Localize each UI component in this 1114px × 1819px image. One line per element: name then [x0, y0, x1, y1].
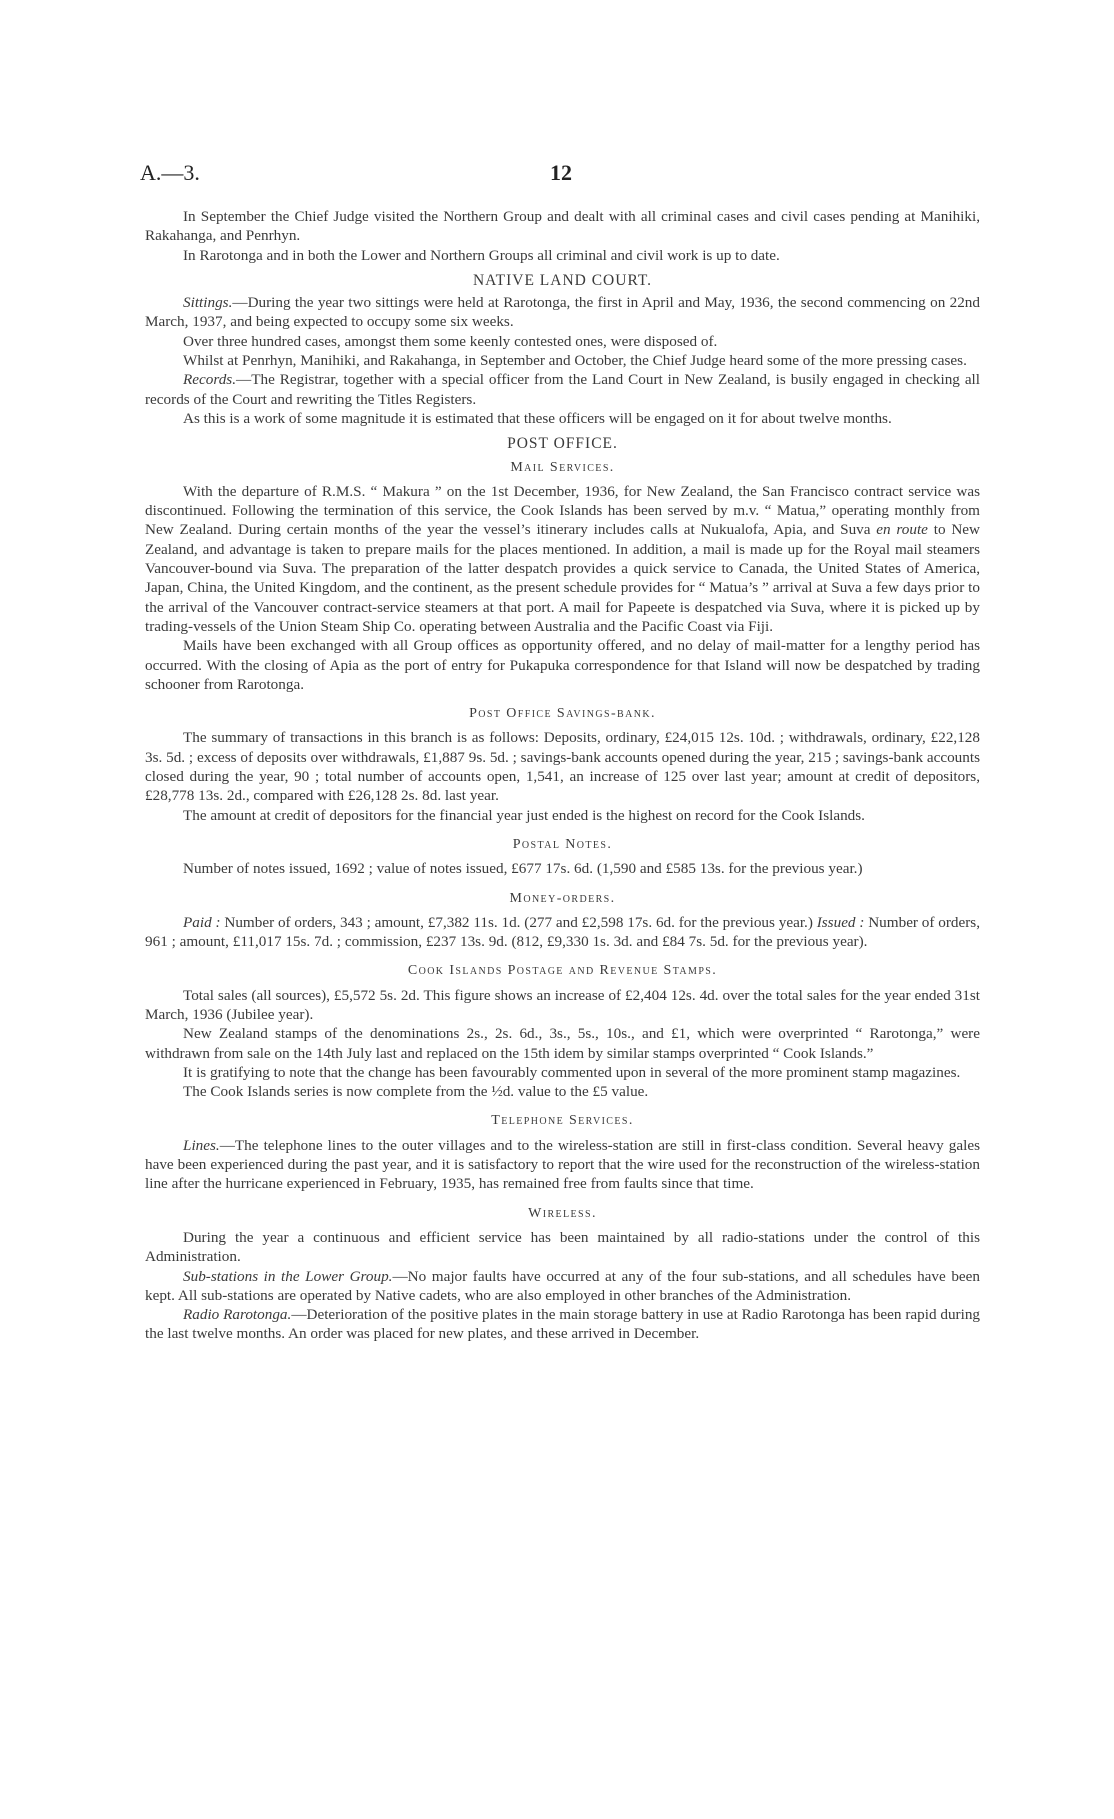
paragraph: Whilst at Penrhyn, Manihiki, and Rakahanga, in September and October, the Chief Judge heard some of the more pressing cases.: [183, 352, 967, 370]
paragraph: Over three hundred cases, amongst them some keenly contested ones, were disposed of.: [183, 332, 718, 350]
paragraph: During the year a continuous and efficient service has been maintained by all radio-stations under the control of this Administration.: [145, 1228, 980, 1266]
subsection-heading-money-orders: Money-orders.: [509, 890, 616, 906]
page-body: [145, 207, 980, 1344]
records-label: Records.: [183, 371, 237, 389]
paragraph-sittings: [145, 293, 980, 332]
mail-italic: en route: [876, 521, 928, 539]
sittings-text: —During the year two sittings were held at Rarotonga, the first in April and May, 1936, the second commencing on 22nd March, 1937, and being expected to occupy some six weeks.: [145, 294, 980, 331]
sittings-label: Sittings.: [183, 294, 233, 312]
paragraph: Total sales (all sources), £5,572 5s. 2d. This figure shows an increase of £2,404 12s. 4d. over the total sales for the year ended 31st March, 1936 (Jubilee year).: [145, 986, 980, 1023]
mail-text-b: to New Zealand, and advantage is taken to prepare mails for the places mentioned. In addition, a mail is made up for the Royal mail steamers Vancouver-bound via Suva. The preparation of the latter despatch provides a quick service to Canada, the United States of America, Japan, China, the United Kingdom, and the continent, as the present schedule provides for “ Matua’s ” arrival at Suva a few days prior to the arrival of the Vancouver contract-service steamers at that port. A mail for Papeete is despatched via Suva, where it is picked up by trading-vessels of the Union Steam Ship Co. operating between Australia and the Pacific Coast via Fiji.: [145, 521, 980, 635]
subsection-heading-savings-bank: Post Office Savings-bank.: [469, 706, 656, 722]
radio-rarotonga-text: —Deterioration of the positive plates in the main storage battery in use at Radio Rarotonga has been rapid during the last twelve months. An order was placed for new plates, and these arrived in December.: [145, 1306, 981, 1343]
subsection-heading-postal-notes: Postal Notes.: [512, 836, 613, 852]
lines-label: Lines.: [183, 1136, 220, 1154]
radio-rarotonga-label: Radio Rarotonga.: [183, 1306, 292, 1324]
page-header: [140, 160, 980, 194]
subsection-heading-telephone: Telephone Services.: [491, 1113, 634, 1129]
paragraph-records: [145, 370, 980, 409]
lines-text: —The telephone lines to the outer villages and to the wireless-station are still in first-class condition. Several heavy gales have been experienced during the past year, and it is satisfactory to report that the wire used for the reconstruction of the wireless-station line after the hurricane experienced in February, 1935, has remained free from faults since that time.: [145, 1136, 980, 1193]
issued-label: Issued :: [816, 913, 865, 931]
records-text: —The Registrar, together with a special officer from the Land Court in New Zealand, is busily engaged in checking all records of the Court and rewriting the Titles Registers.: [145, 371, 980, 408]
paragraph: The amount at credit of depositors for the financial year just ended is the highest on record for the Cook Islands.: [183, 806, 865, 824]
paragraph: It is gratifying to note that the change has been favourably commented upon in several of the more prominent stamp magazines.: [183, 1063, 961, 1081]
paragraph: The summary of transactions in this branch is as follows: Deposits, ordinary, £24,015 12s. 10d. ; withdrawals, ordinary, £22,128 3s. 5d. ; excess of deposits over withdrawals, £1,887 9s. 5d. ; savings-bank accounts opened during the year, 215 ; savings-bank accounts closed during the year, 90 ; total number of accounts open, 1,541, an increase of 125 over last year; amount at credit of depositors, £28,778 13s. 2d., compared with £26,128 2s. 8d. last year.: [145, 729, 980, 805]
paragraph-lines: [145, 1136, 980, 1194]
document-reference: A.—3.: [140, 160, 200, 185]
paragraph: The Cook Islands series is now complete from the ½d. value to the £5 value.: [183, 1083, 649, 1101]
page-number: 12: [550, 160, 572, 185]
sub-stations-text: —No major faults have occurred at any of the four sub-stations, and all schedules have been kept. All sub-stations are operated by Native cadets, who are also employed in other branches of the Administration.: [145, 1267, 980, 1304]
sub-stations-label: Sub-stations in the Lower Group.: [183, 1267, 393, 1285]
paragraph-sub-stations: [145, 1267, 980, 1306]
mail-text-a: With the departure of R.M.S. “ Makura ” on the 1st December, 1936, for New Zealand, the San Francisco contract service was discontinued. Following the termination of this service, the Cook Islands has been served by m.v. “ Matua,” operating monthly from New Zealand. During certain months of the year the vessel’s itinerary includes calls at Nukualofa, Apia, and Suva: [145, 482, 980, 539]
paragraph-mail-services: [145, 482, 980, 636]
paragraph: Mails have been exchanged with all Group offices as opportunity offered, and no delay of mail-matter for a lengthy period has occurred. With the closing of Apia as the port of entry for Pukapuka correspondence for that Island will now be despatched by trading schooner from Rarotonga.: [145, 637, 980, 693]
subsection-heading-wireless: Wireless.: [528, 1205, 597, 1221]
paragraph: In Rarotonga and in both the Lower and Northern Groups all criminal and civil work is up to date.: [183, 246, 780, 264]
subsection-heading-mail-services: Mail Services.: [510, 459, 615, 475]
paid-text: Number of orders, 343 ; amount, £7,382 11s. 1d. (277 and £2,598 17s. 6d. for the previous year.): [224, 913, 813, 931]
subsection-heading-stamps: Cook Islands Postage and Revenue Stamps.: [407, 963, 718, 979]
paid-label: Paid :: [183, 913, 221, 931]
paragraph-money-orders: [145, 913, 980, 952]
issued-text: Number of orders, 961 ; amount, £11,017 15s. 7d. ; commission, £237 13s. 9d. (812, £9,330 1s. 3d. and £84 7s. 5d. for the previous year).: [145, 913, 981, 951]
paragraph: In September the Chief Judge visited the Northern Group and dealt with all criminal cases and civil cases pending at Manihiki, Rakahanga, and Penrhyn.: [145, 208, 980, 245]
section-heading-post-office: POST OFFICE.: [507, 435, 618, 453]
paragraph: New Zealand stamps of the denominations 2s., 2s. 6d., 3s., 5s., 10s., and £1, which were overprinted “ Rarotonga,” were withdrawn from sale on the 14th July last and replaced on the 15th idem by similar stamps overprinted “ Cook Islands.”: [145, 1025, 980, 1062]
paragraph: Number of notes issued, 1692 ; value of notes issued, £677 17s. 6d. (1,590 and £585 13s. for the previous year.): [183, 860, 863, 878]
paragraph-radio-rarotonga: [145, 1305, 980, 1344]
paragraph: As this is a work of some magnitude it is estimated that these officers will be engaged on it for about twelve months.: [183, 409, 892, 427]
section-heading-native-land-court: NATIVE LAND COURT.: [472, 271, 653, 289]
